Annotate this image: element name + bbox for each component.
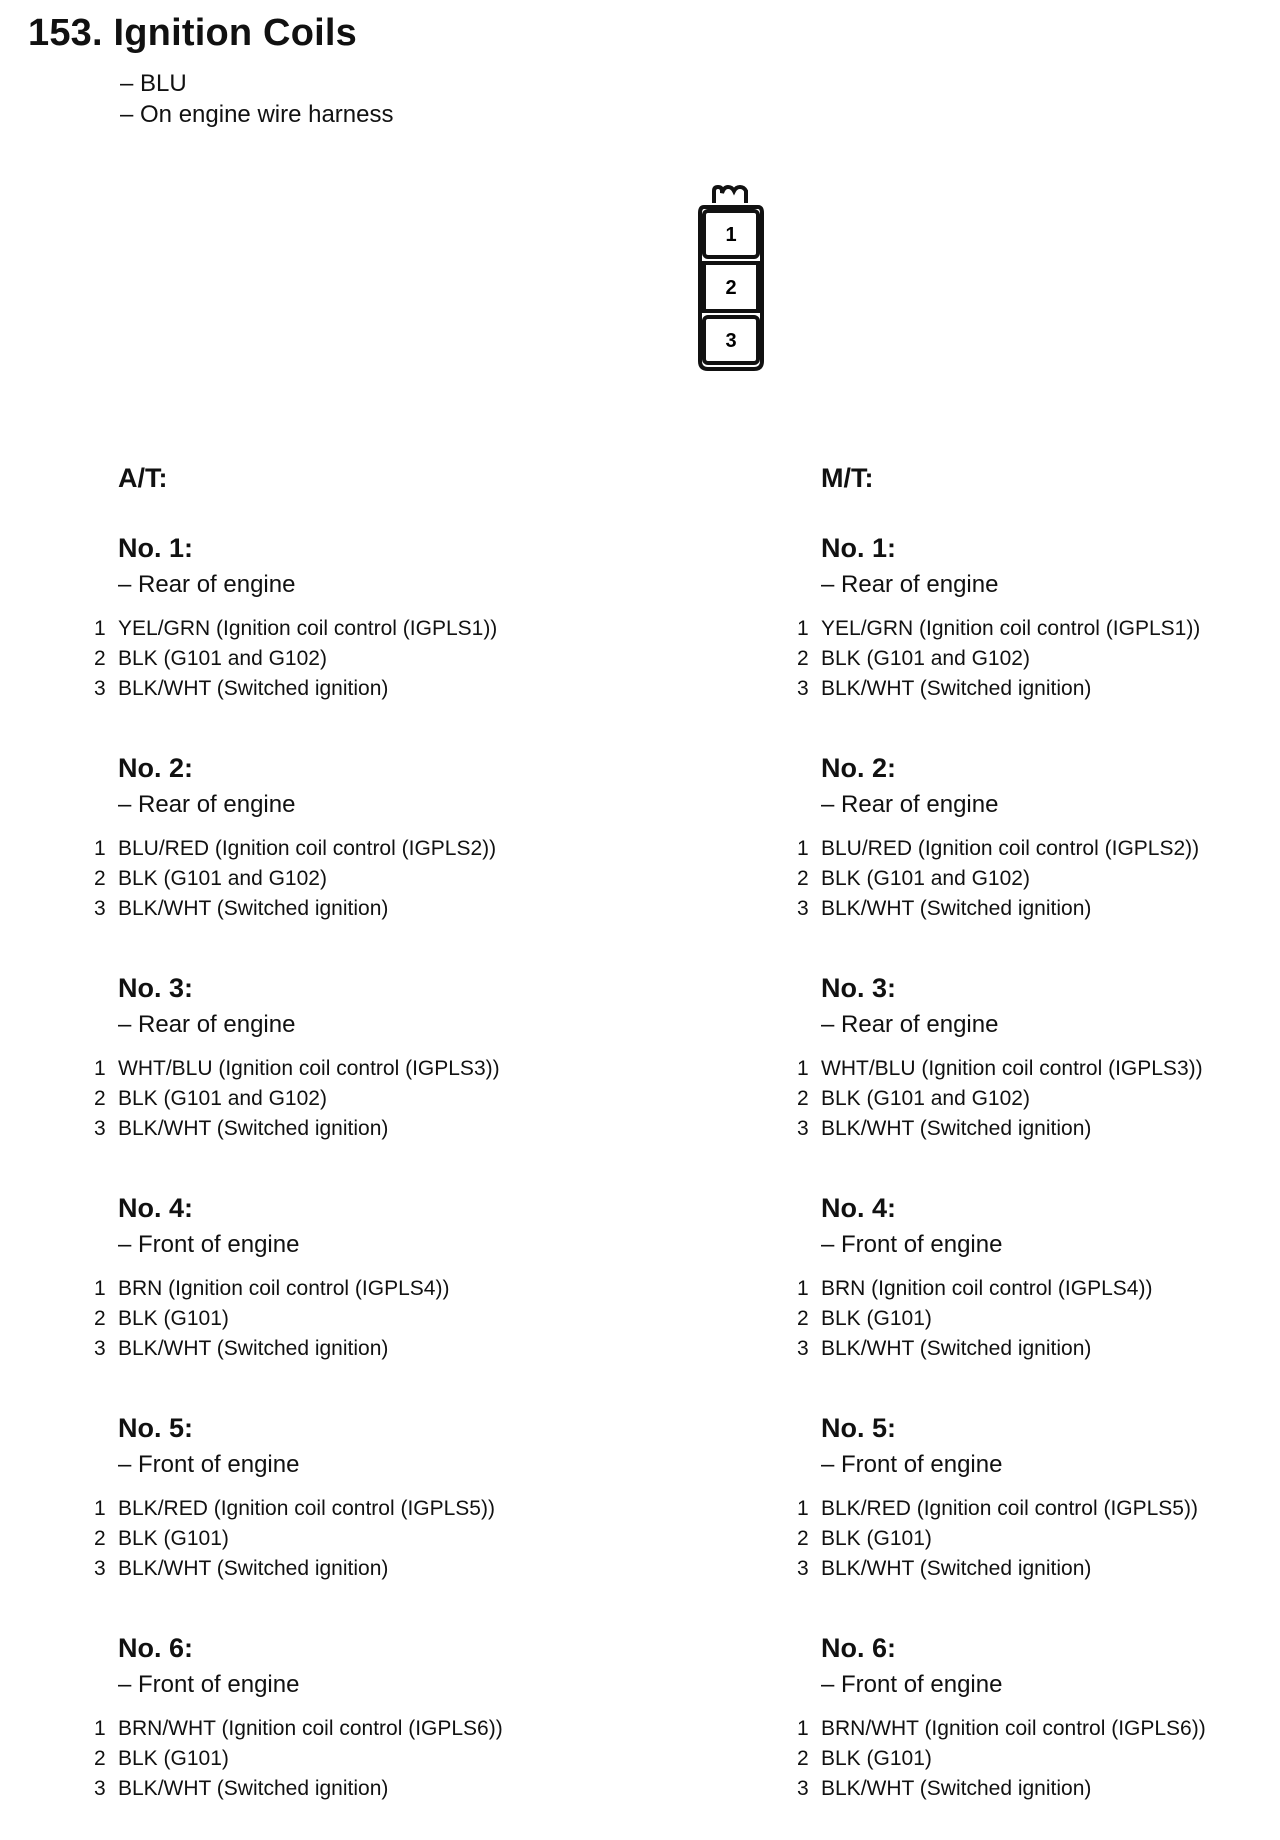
wire-description: BLK/WHT (Switched ignition) (821, 1337, 1092, 1360)
pin-list (94, 1054, 614, 1144)
pin-row (797, 644, 1280, 674)
pin-label-1: 1 (725, 224, 737, 246)
pin-number: 2 (797, 1747, 809, 1770)
coil-block (797, 752, 1280, 960)
pin-number: 3 (94, 897, 106, 920)
pin-number: 3 (94, 1557, 106, 1580)
coil-title: No. 5: (118, 1413, 194, 1443)
pin-number: 3 (797, 1557, 809, 1580)
pin-label-2: 2 (725, 277, 737, 299)
wire-description: BLK (G101) (118, 1307, 229, 1330)
wire-description: BLK (G101) (821, 1527, 932, 1550)
wire-description: BLK/WHT (Switched ignition) (118, 1117, 389, 1140)
pin-row (797, 1714, 1280, 1744)
pin-number: 2 (94, 867, 106, 890)
pin-number: 2 (797, 1307, 809, 1330)
column-mt (797, 462, 1280, 1840)
pin-row (94, 1554, 614, 1584)
pin-number: 2 (94, 1747, 106, 1770)
wire-description: BLK/WHT (Switched ignition) (118, 897, 389, 920)
pin-list (94, 614, 614, 704)
pin-number: 2 (94, 1087, 106, 1110)
pin-row (797, 1744, 1280, 1774)
pin-number: 1 (94, 1057, 106, 1080)
pin-row (94, 1524, 614, 1554)
wire-description: BLK/WHT (Switched ignition) (821, 677, 1092, 700)
pin-number: 2 (797, 1527, 809, 1550)
wire-description: BRN/WHT (Ignition coil control (IGPLS6)) (821, 1717, 1206, 1740)
pin-row (797, 614, 1280, 644)
pin-number: 1 (797, 837, 809, 860)
coil-block (797, 1412, 1280, 1620)
wire-description: BLK/WHT (Switched ignition) (118, 1337, 389, 1360)
pin-row (94, 894, 614, 924)
pin-row (94, 1084, 614, 1114)
wire-description: BLK/WHT (Switched ignition) (118, 1557, 389, 1580)
wire-description: YEL/GRN (Ignition coil control (IGPLS1)) (821, 617, 1201, 640)
pin-list (94, 1494, 614, 1584)
coil-location: – Front of engine (821, 1451, 1003, 1478)
note-color: – BLU (120, 70, 187, 97)
coil-location: – Rear of engine (118, 571, 296, 598)
pin-row (94, 1304, 614, 1334)
wire-description: YEL/GRN (Ignition coil control (IGPLS1)) (118, 617, 498, 640)
connector-lock-tab (714, 187, 746, 203)
coil-block (94, 1412, 614, 1620)
coil-block (94, 1192, 614, 1400)
pin-row (797, 1494, 1280, 1524)
pin-number: 3 (94, 1777, 106, 1800)
wire-description: BRN/WHT (Ignition coil control (IGPLS6)) (118, 1717, 503, 1740)
pin-row (797, 834, 1280, 864)
connector-notes (120, 68, 394, 130)
wire-description: BLK/WHT (Switched ignition) (821, 1777, 1092, 1800)
wire-description: BLK/WHT (Switched ignition) (821, 1117, 1092, 1140)
pin-list (797, 1494, 1280, 1584)
wire-description: BLK (G101) (821, 1307, 932, 1330)
pin-row (94, 1744, 614, 1774)
pin-number: 1 (94, 617, 106, 640)
pin-number: 1 (94, 837, 106, 860)
coil-location: – Rear of engine (821, 791, 999, 818)
pin-row (797, 1114, 1280, 1144)
pin-number: 2 (94, 647, 106, 670)
pin-row (94, 644, 614, 674)
pin-row (94, 1054, 614, 1084)
pin-row (797, 864, 1280, 894)
pin-row (797, 1334, 1280, 1364)
coil-location: – Rear of engine (821, 571, 999, 598)
pin-label-3: 3 (725, 330, 737, 352)
wire-description: BLK/WHT (Switched ignition) (821, 1557, 1092, 1580)
pin-row (94, 1274, 614, 1304)
note-location: – On engine wire harness (120, 101, 394, 128)
wire-description: BLU/RED (Ignition coil control (IGPLS2)) (821, 837, 1200, 860)
coil-block (94, 972, 614, 1180)
coil-location: – Rear of engine (118, 791, 296, 818)
wire-description: BLU/RED (Ignition coil control (IGPLS2)) (118, 837, 497, 860)
pin-list (94, 1714, 614, 1804)
pin-row (797, 1774, 1280, 1804)
pin-row (94, 614, 614, 644)
wire-description: WHT/BLU (Ignition coil control (IGPLS3)) (821, 1057, 1203, 1080)
pin-row (94, 1114, 614, 1144)
wire-description: BLK/WHT (Switched ignition) (118, 1777, 389, 1800)
pin-row (797, 1084, 1280, 1114)
pin-number: 3 (797, 897, 809, 920)
wire-description: BLK/WHT (Switched ignition) (821, 897, 1092, 920)
coil-title: No. 2: (118, 753, 194, 783)
pin-number: 1 (94, 1717, 106, 1740)
coil-location: – Front of engine (118, 1671, 300, 1698)
pin-number: 1 (797, 1277, 809, 1300)
pin-row (797, 674, 1280, 704)
wire-description: BLK (G101) (821, 1747, 932, 1770)
pin-number: 3 (94, 1117, 106, 1140)
pin-row (797, 1304, 1280, 1334)
coil-location: – Front of engine (821, 1231, 1003, 1258)
coil-block (94, 532, 614, 740)
pin-number: 1 (797, 617, 809, 640)
pin-number: 2 (797, 1087, 809, 1110)
pin-number: 1 (797, 1497, 809, 1520)
pin-row (797, 1524, 1280, 1554)
coil-location: – Rear of engine (821, 1011, 999, 1038)
pin-list (94, 834, 614, 924)
wire-description: BLK (G101) (118, 1527, 229, 1550)
column-title: M/T: (821, 463, 874, 493)
pin-number: 1 (797, 1717, 809, 1740)
pin-number: 3 (94, 677, 106, 700)
pin-number: 3 (797, 1117, 809, 1140)
pin-row (797, 1054, 1280, 1084)
wire-description: BLK (G101 and G102) (821, 867, 1030, 890)
coil-location: – Front of engine (821, 1671, 1003, 1698)
pin-row (94, 1494, 614, 1524)
pin-row (94, 1334, 614, 1364)
coil-title: No. 4: (821, 1193, 897, 1223)
coil-block (797, 972, 1280, 1180)
coil-location: – Rear of engine (118, 1011, 296, 1038)
pin-number: 3 (797, 1777, 809, 1800)
column-title: A/T: (118, 463, 168, 493)
wire-description: BLK/RED (Ignition coil control (IGPLS5)) (118, 1497, 495, 1520)
pin-number: 1 (797, 1057, 809, 1080)
wire-description: BLK (G101 and G102) (821, 1087, 1030, 1110)
coil-title: No. 1: (821, 533, 897, 563)
coil-location: – Front of engine (118, 1231, 300, 1258)
wire-description: BLK (G101 and G102) (118, 1087, 327, 1110)
coil-title: No. 4: (118, 1193, 194, 1223)
pin-list (797, 1054, 1280, 1144)
wire-description: BLK (G101 and G102) (821, 647, 1030, 670)
coil-title: No. 3: (821, 973, 897, 1003)
coil-title: No. 3: (118, 973, 194, 1003)
connector-diagram (696, 183, 766, 373)
pin-number: 3 (797, 1337, 809, 1360)
pin-number: 1 (94, 1277, 106, 1300)
wire-description: BLK (G101) (118, 1747, 229, 1770)
pin-row (94, 834, 614, 864)
wire-description: BLK/WHT (Switched ignition) (118, 677, 389, 700)
pin-row (94, 864, 614, 894)
coil-title: No. 6: (821, 1633, 897, 1663)
pin-row (797, 894, 1280, 924)
pin-number: 2 (797, 867, 809, 890)
coil-title: No. 1: (118, 533, 194, 563)
pin-number: 1 (94, 1497, 106, 1520)
wire-description: WHT/BLU (Ignition coil control (IGPLS3)) (118, 1057, 500, 1080)
wire-description: BLK/RED (Ignition coil control (IGPLS5)) (821, 1497, 1198, 1520)
coil-block (797, 1192, 1280, 1400)
pin-list (94, 1274, 614, 1364)
pin-list (797, 834, 1280, 924)
pin-row (797, 1554, 1280, 1584)
coil-block (94, 752, 614, 960)
pin-number: 2 (94, 1307, 106, 1330)
page-title: 153. Ignition Coils (28, 12, 357, 54)
wire-description: BLK (G101 and G102) (118, 647, 327, 670)
pin-number: 2 (797, 647, 809, 670)
pin-row (94, 1714, 614, 1744)
wire-description: BLK (G101 and G102) (118, 867, 327, 890)
wire-description: BRN (Ignition coil control (IGPLS4)) (821, 1277, 1153, 1300)
column-at (94, 462, 614, 1840)
pin-number: 3 (797, 677, 809, 700)
coil-title: No. 6: (118, 1633, 194, 1663)
coil-title: No. 2: (821, 753, 897, 783)
pin-list (797, 1274, 1280, 1364)
pin-list (797, 614, 1280, 704)
pin-number: 3 (94, 1337, 106, 1360)
pin-row (94, 674, 614, 704)
coil-title: No. 5: (821, 1413, 897, 1443)
pin-row (797, 1274, 1280, 1304)
pin-row (94, 1774, 614, 1804)
coil-block (797, 1632, 1280, 1840)
coil-block (797, 532, 1280, 740)
coil-location: – Front of engine (118, 1451, 300, 1478)
coil-block (94, 1632, 614, 1840)
pin-list (797, 1714, 1280, 1804)
wire-description: BRN (Ignition coil control (IGPLS4)) (118, 1277, 450, 1300)
pin-number: 2 (94, 1527, 106, 1550)
